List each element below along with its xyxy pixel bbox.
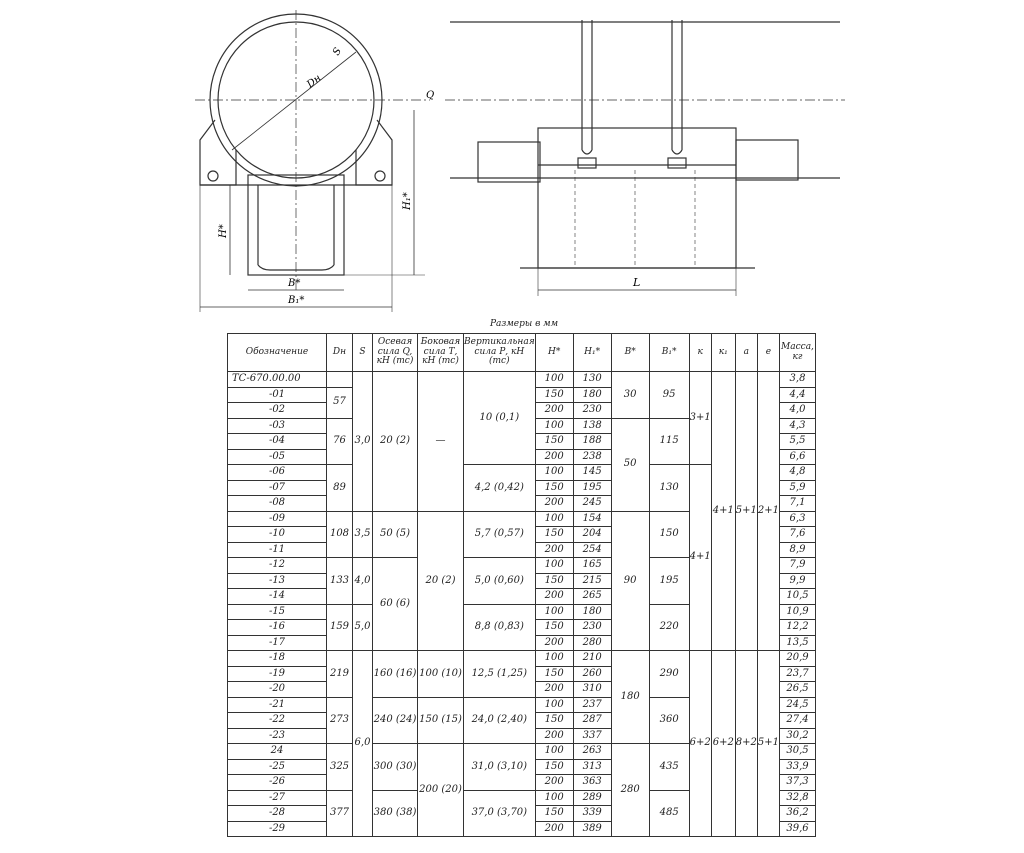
cell-mass: 37,3 [779,775,815,791]
cell-designation: -01 [228,387,327,403]
header-k1: к₁ [711,334,735,372]
cell-h1: 287 [573,713,611,729]
header-s: S [353,334,373,372]
cell-k: 6+2 [689,651,711,837]
cell-h: 150 [535,666,573,682]
cell-dn: 108 [327,511,353,558]
cell-lateral: 150 (15) [418,697,464,744]
cell-designation: ТС-670.00.00 [228,372,327,388]
cell-h1: 204 [573,527,611,543]
header-h1: Н₁* [573,334,611,372]
cell-designation: -02 [228,403,327,419]
cell-mass: 23,7 [779,666,815,682]
cell-designation: -13 [228,573,327,589]
cell-axial: 160 (16) [373,651,418,698]
cell-vertical: 10 (0,1) [464,372,536,465]
cell-designation: -05 [228,449,327,465]
cell-axial: 50 (5) [373,511,418,558]
cell-h: 100 [535,511,573,527]
cell-mass: 4,3 [779,418,815,434]
cell-b: 280 [611,744,649,837]
cell-h1: 215 [573,573,611,589]
label-h: H* [218,224,229,238]
label-s: S [331,46,345,58]
table-row [228,651,816,667]
cell-axial: 60 (6) [373,558,418,651]
cell-h1: 238 [573,449,611,465]
cell-h1: 188 [573,434,611,450]
cell-h: 200 [535,635,573,651]
cell-h1: 138 [573,418,611,434]
cell-mass: 36,2 [779,806,815,822]
side-view [445,20,845,296]
cell-h1: 337 [573,728,611,744]
cell-mass: 4,8 [779,465,815,481]
cell-axial: 20 (2) [373,372,418,512]
cell-h: 200 [535,589,573,605]
header-mass: Масса, кг [779,334,815,372]
cell-h: 100 [535,372,573,388]
cell-vertical: 8,8 (0,83) [464,604,536,651]
cell-designation: -20 [228,682,327,698]
cell-h: 100 [535,418,573,434]
cell-h: 200 [535,496,573,512]
cell-mass: 39,6 [779,821,815,837]
cell-mass: 26,5 [779,682,815,698]
cell-dn [327,372,353,388]
cell-b1: 220 [649,604,689,651]
cell-b1: 435 [649,744,689,791]
cell-axial: 300 (30) [373,744,418,791]
cell-designation: -15 [228,604,327,620]
cell-dn: 159 [327,604,353,651]
cell-h: 150 [535,620,573,636]
cell-k1: 4+1 [711,372,735,651]
cell-designation: -03 [228,418,327,434]
cell-lateral: 20 (2) [418,511,464,651]
header-row [228,334,816,372]
cell-h: 150 [535,434,573,450]
cell-h1: 310 [573,682,611,698]
cell-h1: 210 [573,651,611,667]
cell-b1: 150 [649,511,689,558]
cell-a: 5+1 [735,372,757,651]
cell-s: 6,0 [353,651,373,837]
cell-designation: -04 [228,434,327,450]
cell-mass: 7,1 [779,496,815,512]
cell-dn: 76 [327,418,353,465]
cell-designation: -10 [228,527,327,543]
cell-designation: -06 [228,465,327,481]
label-dn: Dн [305,72,324,91]
cell-mass: 4,0 [779,403,815,419]
cell-h1: 363 [573,775,611,791]
cell-k: 4+1 [689,465,711,651]
cell-h1: 195 [573,480,611,496]
cell-b: 90 [611,511,649,651]
cell-h1: 289 [573,790,611,806]
cell-h: 100 [535,651,573,667]
cell-dn: 325 [327,744,353,791]
cell-mass: 10,5 [779,589,815,605]
cell-b1: 115 [649,418,689,465]
cell-h: 200 [535,821,573,837]
technical-drawings [0,0,1024,330]
cell-h1: 230 [573,403,611,419]
cell-dn: 377 [327,790,353,837]
cell-lateral: — [418,372,464,512]
cell-mass: 27,4 [779,713,815,729]
cell-designation: -18 [228,651,327,667]
cell-h1: 165 [573,558,611,574]
cell-h: 150 [535,713,573,729]
label-b1: B₁* [288,295,305,306]
cell-b1: 95 [649,372,689,419]
cell-mass: 5,9 [779,480,815,496]
cell-designation: -29 [228,821,327,837]
cell-mass: 9,9 [779,573,815,589]
cell-mass: 5,5 [779,434,815,450]
cell-mass: 20,9 [779,651,815,667]
cell-k1: 6+2 [711,651,735,837]
cell-mass: 30,2 [779,728,815,744]
cell-b: 30 [611,372,649,419]
cell-h1: 145 [573,465,611,481]
cell-designation: 24 [228,744,327,760]
cell-h: 150 [535,573,573,589]
cell-mass: 13,5 [779,635,815,651]
cell-h1: 263 [573,744,611,760]
header-designation: Обозначение [228,334,327,372]
header-a: а [735,334,757,372]
cell-e: 2+1 [757,372,779,651]
cell-dn: 133 [327,558,353,605]
cell-h: 150 [535,527,573,543]
header-e: е [757,334,779,372]
cell-designation: -25 [228,759,327,775]
cell-h1: 280 [573,635,611,651]
cell-designation: -19 [228,666,327,682]
header-vertical-force: Вертикальная сила Р, кН (тс) [464,334,536,372]
cell-h1: 130 [573,372,611,388]
cell-e: 5+1 [757,651,779,837]
cell-designation: -11 [228,542,327,558]
cell-a: 8+2 [735,651,757,837]
cell-vertical: 5,7 (0,57) [464,511,536,558]
cell-s: 3,5 [353,511,373,558]
cell-dn: 219 [327,651,353,698]
cell-designation: -21 [228,697,327,713]
cell-h1: 180 [573,604,611,620]
cell-b1: 360 [649,697,689,744]
cell-h1: 180 [573,387,611,403]
cell-mass: 6,3 [779,511,815,527]
cell-b1: 130 [649,465,689,512]
cell-mass: 3,8 [779,372,815,388]
header-h: Н* [535,334,573,372]
cell-designation: -12 [228,558,327,574]
cell-h1: 237 [573,697,611,713]
table-row [228,372,816,388]
cell-mass: 8,9 [779,542,815,558]
cell-h: 200 [535,775,573,791]
header-k: к [689,334,711,372]
cell-h: 200 [535,449,573,465]
cell-dn: 273 [327,697,353,744]
cell-designation: -17 [228,635,327,651]
cell-vertical: 5,0 (0,60) [464,558,536,605]
cell-s: 5,0 [353,604,373,651]
cell-s: 4,0 [353,558,373,605]
cell-designation: -28 [228,806,327,822]
cell-h: 100 [535,697,573,713]
label-h1: H₁* [402,192,413,210]
cell-b1: 290 [649,651,689,698]
cell-h1: 254 [573,542,611,558]
cell-axial: 380 (38) [373,790,418,837]
cell-h1: 339 [573,806,611,822]
header-axial-force: Осевая сила Q, кН (тс) [373,334,418,372]
cell-vertical: 4,2 (0,42) [464,465,536,512]
cell-mass: 10,9 [779,604,815,620]
cell-designation: -07 [228,480,327,496]
cell-mass: 7,6 [779,527,815,543]
label-q: Q [426,90,435,101]
front-view [195,10,430,312]
cell-vertical: 24,0 (2,40) [464,697,536,744]
cell-lateral: 200 (20) [418,744,464,837]
cell-h: 150 [535,480,573,496]
header-dn: Dн [327,334,353,372]
label-b: B* [288,278,301,289]
cell-axial: 240 (24) [373,697,418,744]
cell-h: 100 [535,558,573,574]
cell-h1: 154 [573,511,611,527]
specification-table [227,333,816,837]
cell-h: 150 [535,387,573,403]
cell-h: 150 [535,759,573,775]
cell-vertical: 31,0 (3,10) [464,744,536,791]
cell-h: 200 [535,542,573,558]
cell-h: 100 [535,604,573,620]
cell-lateral: 100 (10) [418,651,464,698]
cell-mass: 7,9 [779,558,815,574]
cell-vertical: 12,5 (1,25) [464,651,536,698]
cell-mass: 6,6 [779,449,815,465]
cell-mass: 4,4 [779,387,815,403]
cell-h: 200 [535,728,573,744]
cell-h: 200 [535,403,573,419]
cell-s: 3,0 [353,372,373,512]
cell-h: 100 [535,465,573,481]
cell-vertical: 37,0 (3,70) [464,790,536,837]
cell-mass: 12,2 [779,620,815,636]
cell-b: 50 [611,418,649,511]
caption-dimensions: Размеры в мм [490,319,559,329]
cell-designation: -09 [228,511,327,527]
header-b: В* [611,334,649,372]
header-lateral-force: Боковая сила Т, кН (тс) [418,334,464,372]
cell-mass: 30,5 [779,744,815,760]
header-b1: В₁* [649,334,689,372]
cell-mass: 32,8 [779,790,815,806]
cell-h: 200 [535,682,573,698]
cell-h1: 245 [573,496,611,512]
cell-h: 100 [535,790,573,806]
cell-designation: -14 [228,589,327,605]
cell-mass: 33,9 [779,759,815,775]
cell-designation: -26 [228,775,327,791]
cell-mass: 24,5 [779,697,815,713]
cell-designation: -27 [228,790,327,806]
cell-b: 180 [611,651,649,744]
cell-designation: -16 [228,620,327,636]
cell-h1: 389 [573,821,611,837]
cell-h: 100 [535,744,573,760]
label-l: L [633,276,641,289]
cell-b1: 485 [649,790,689,837]
cell-h: 150 [535,806,573,822]
cell-h1: 265 [573,589,611,605]
cell-h1: 260 [573,666,611,682]
cell-designation: -22 [228,713,327,729]
cell-dn: 89 [327,465,353,512]
cell-designation: -08 [228,496,327,512]
cell-h1: 313 [573,759,611,775]
cell-dn: 57 [327,387,353,418]
cell-k: 3+1 [689,372,711,465]
cell-designation: -23 [228,728,327,744]
cell-b1: 195 [649,558,689,605]
cell-h1: 230 [573,620,611,636]
